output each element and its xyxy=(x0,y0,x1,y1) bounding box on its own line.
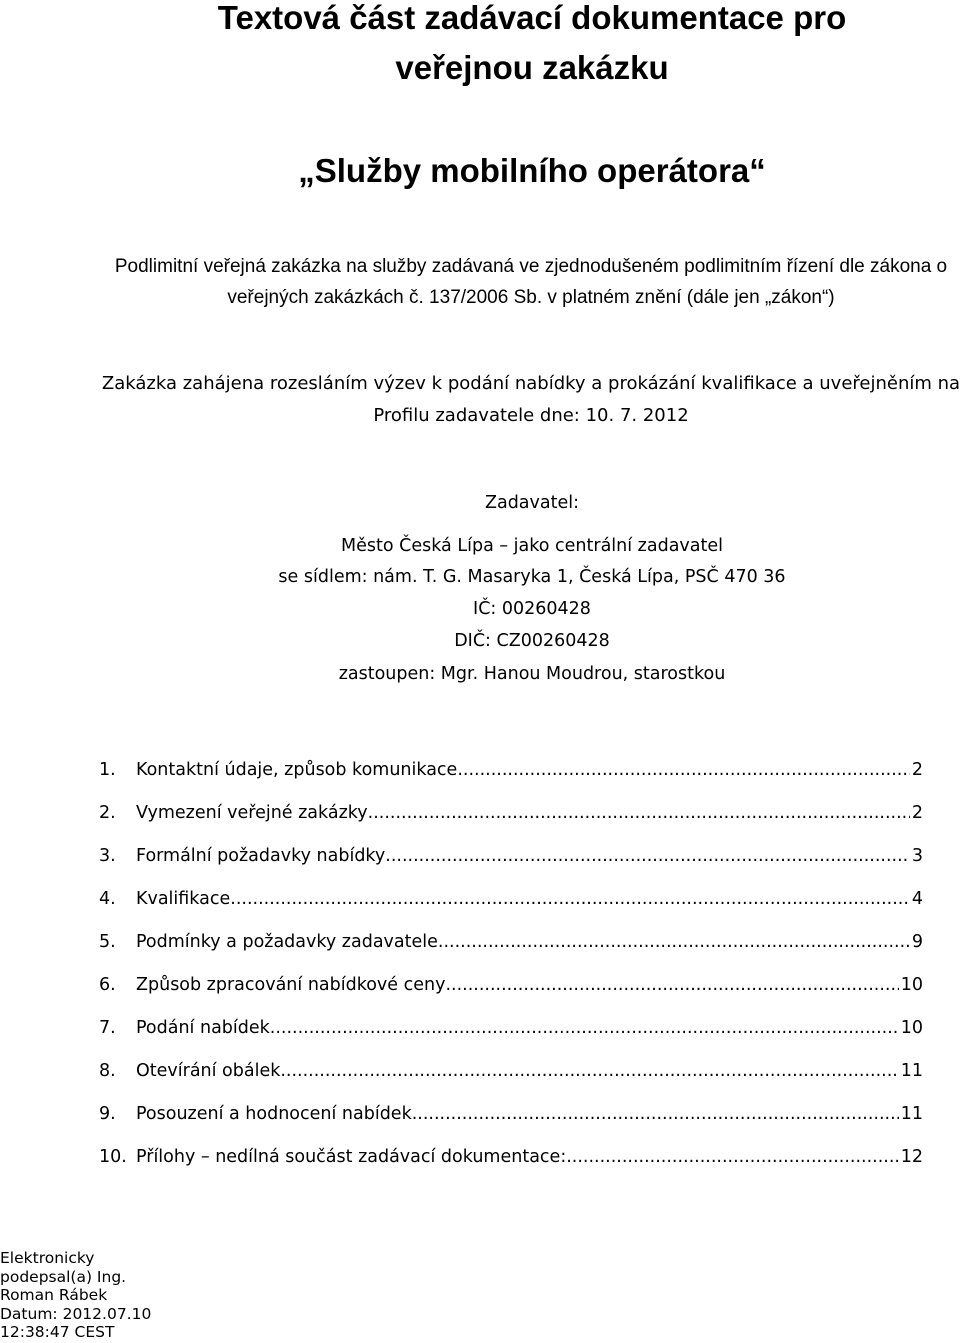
toc-page: 4 xyxy=(911,889,923,909)
signature-line: Datum: 2012.07.10 xyxy=(0,1304,152,1323)
toc-leader xyxy=(385,846,910,866)
toc-number: 4. xyxy=(99,889,116,909)
toc-leader xyxy=(457,760,910,780)
toc-number: 9. xyxy=(99,1104,116,1124)
toc-entry[interactable] xyxy=(99,889,923,915)
toc-page: 3 xyxy=(911,846,923,866)
toc-entry[interactable] xyxy=(99,1061,923,1087)
toc-leader xyxy=(445,975,898,995)
toc-entry[interactable] xyxy=(99,975,923,1001)
toc-label: Posouzení a hodnocení nabídek xyxy=(136,1104,412,1124)
procedure-line-1: Podlimitní veřejná zakázka na služby zadávaná ve zjednodušeném podlimitním řízení dle zákona o xyxy=(114,256,948,277)
signature-line: Roman Rábek xyxy=(0,1286,108,1304)
toc-page: 2 xyxy=(911,760,923,780)
toc-number: 10. xyxy=(99,1147,127,1167)
toc-entry[interactable] xyxy=(99,760,923,786)
toc-page: 10 xyxy=(900,975,923,995)
toc-entry[interactable] xyxy=(99,932,923,958)
start-line-2: Profilu zadavatele dne: 10. 7. 2012 xyxy=(373,405,689,426)
toc-leader xyxy=(438,932,910,952)
toc-label: Podmínky a požadavky zadavatele xyxy=(136,932,438,952)
toc-page: 10 xyxy=(900,1018,923,1038)
toc-number: 3. xyxy=(99,846,116,866)
toc-leader xyxy=(230,889,910,909)
toc-leader xyxy=(368,803,910,823)
authority-seat: se sídlem: nám. T. G. Masaryka 1, Česká Lípa, PSČ 470 36 xyxy=(278,567,786,587)
start-line-1: Zakázka zahájena rozesláním výzev k podání nabídky a prokázání kvalifikace a uveřejněním na xyxy=(101,373,960,394)
toc-page: 11 xyxy=(900,1061,923,1081)
signature-line: 12:38:47 CEST xyxy=(0,1323,115,1341)
toc-page: 2 xyxy=(911,803,923,823)
toc-number: 2. xyxy=(99,803,116,823)
document-title-line-2: veřejnou zakázku xyxy=(395,49,669,86)
authority-name: Město Česká Lípa – jako centrální zadavatel xyxy=(341,536,723,556)
authority-represented: zastoupen: Mgr. Hanou Moudrou, starostkou xyxy=(338,664,726,684)
toc-page: 9 xyxy=(911,932,923,952)
toc-label: Přílohy – nedílná součást zadávací dokumentace: xyxy=(136,1147,567,1167)
toc-label: Kontaktní údaje, způsob komunikace xyxy=(136,760,458,780)
toc-label: Vymezení veřejné zakázky xyxy=(136,803,368,823)
toc-number: 7. xyxy=(99,1018,116,1038)
toc-number: 5. xyxy=(99,932,116,952)
toc-leader xyxy=(566,1147,899,1167)
toc-page: 11 xyxy=(900,1104,923,1124)
toc-label: Otevírání obálek xyxy=(136,1061,281,1081)
toc-entry[interactable] xyxy=(99,1104,923,1130)
toc-leader xyxy=(412,1104,899,1124)
toc-number: 6. xyxy=(99,975,116,995)
toc-entry[interactable] xyxy=(99,1018,923,1044)
authority-dic: DIČ: CZ00260428 xyxy=(454,631,610,651)
toc-leader xyxy=(270,1018,899,1038)
toc-entry[interactable] xyxy=(99,1147,923,1173)
toc-number: 8. xyxy=(99,1061,116,1081)
procedure-line-2: veřejných zakázkách č. 137/2006 Sb. v platném znění (dále jen „zákon“) xyxy=(227,287,835,308)
toc-entry[interactable] xyxy=(99,846,923,872)
toc-label: Formální požadavky nabídky xyxy=(136,846,386,866)
toc-page: 12 xyxy=(900,1147,923,1167)
toc-entry[interactable] xyxy=(99,803,923,829)
signature-line: podepsal(a) Ing. xyxy=(0,1267,127,1286)
toc-label: Způsob zpracování nabídkové ceny xyxy=(136,975,446,995)
toc-leader xyxy=(280,1061,898,1081)
electronic-signature-stamp xyxy=(0,1249,180,1342)
toc-number: 1. xyxy=(99,760,116,780)
toc-label: Kvalifikace xyxy=(136,889,231,909)
contract-subject: „Služby mobilního operátora“ xyxy=(298,152,766,189)
authority-heading: Zadavatel: xyxy=(484,493,579,513)
document-title-line-1: Textová část zadávací dokumentace pro xyxy=(217,0,847,36)
toc-label: Podání nabídek xyxy=(136,1018,270,1038)
signature-line: Elektronicky xyxy=(0,1249,95,1267)
authority-ic: IČ: 00260428 xyxy=(473,599,591,619)
